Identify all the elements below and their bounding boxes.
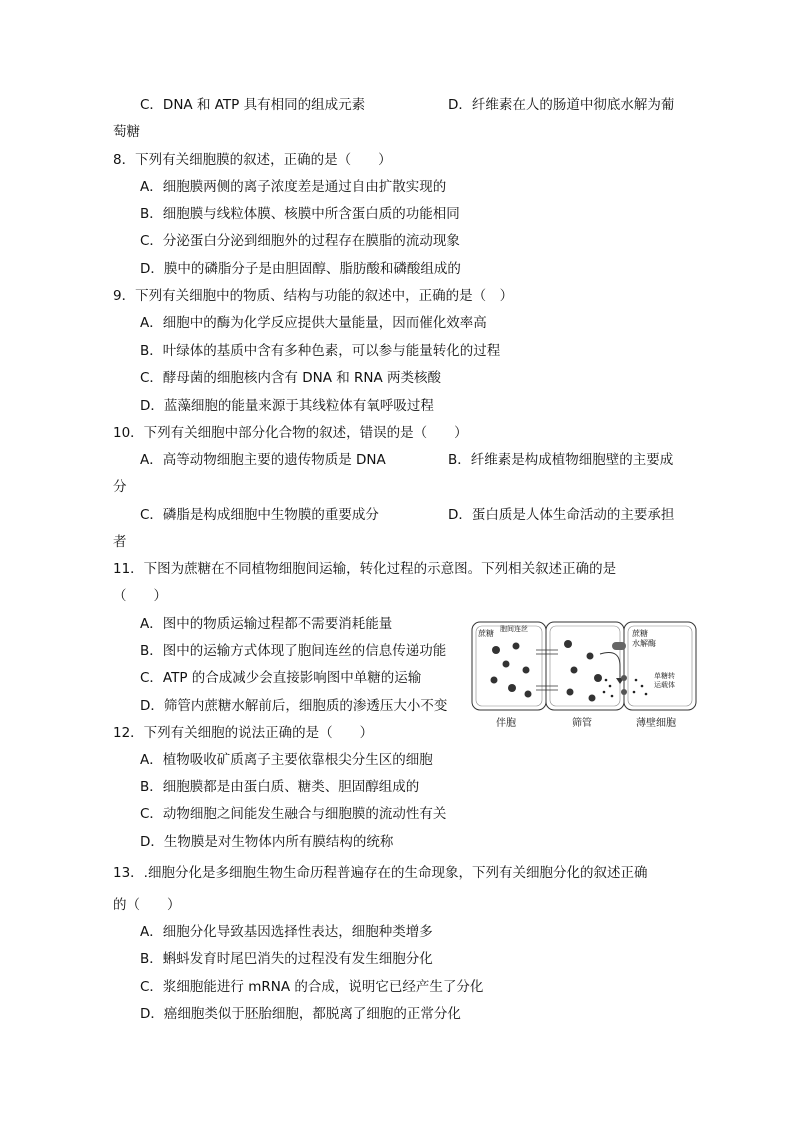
q8-option-d: D．膜中的磷脂分子是由胆固醇、脂肪酸和磷酸组成的	[140, 261, 461, 277]
q11-stem-continued: （ ）	[113, 588, 167, 604]
label-transporter-line2: 运载体	[654, 681, 675, 689]
q13-option-d: D．癌细胞类似于胚胎细胞，都脱离了细胞的正常分化	[140, 1006, 461, 1022]
q7-option-d: D．纤维素在人的肠道中彻底水解为葡	[448, 97, 675, 113]
plasmodesma	[536, 650, 558, 690]
q8-option-b: B．细胞膜与线粒体膜、核膜中所含蛋白质的功能相同	[140, 206, 460, 222]
q12-option-a: A．植物吸收矿质离子主要依靠根尖分生区的细胞	[140, 752, 433, 768]
q10-option-c: C．磷脂是构成细胞中生物膜的重要成分	[140, 507, 379, 523]
q13-option-c: C．浆细胞能进行 mRNA 的合成，说明它已经产生了分化	[140, 979, 484, 995]
q9-option-d: D．蓝藻细胞的能量来源于其线粒体有氧呼吸过程	[140, 398, 434, 414]
q13-option-b: B．蝌蚪发育时尾巴消失的过程没有发生细胞分化	[140, 951, 433, 967]
q13-stem: 13．.细胞分化是多细胞生物生命历程普遍存在的生命现象，下列有关细胞分化的叙述正确	[113, 865, 648, 881]
q13-option-a: A．细胞分化导致基因选择性表达，细胞种类增多	[140, 924, 433, 940]
q10-stem: 10．下列有关细胞中部分化合物的叙述，错误的是（ ）	[113, 425, 468, 441]
label-sucrose: 蔗糖	[478, 629, 494, 638]
label-sucrose-right: 蔗糖	[632, 629, 648, 638]
q8-stem: 8．下列有关细胞膜的叙述，正确的是（ ）	[113, 152, 392, 168]
q11-option-a: A．图中的物质运输过程都不需要消耗能量	[140, 616, 393, 632]
q9-option-c: C．酵母菌的细胞核内含有 DNA 和 RNA 两类核酸	[140, 370, 442, 386]
caption-companion-cell: 伴胞	[496, 718, 516, 729]
q12-option-b: B．细胞膜都是由蛋白质、糖类、胆固醇组成的	[140, 779, 420, 795]
hydrolase-enzyme	[612, 642, 626, 650]
q13-stem-continued: 的（ ）	[113, 897, 181, 913]
q10-option-b: B．纤维素是构成植物细胞壁的主要成	[448, 452, 674, 468]
q7-option-c: C．DNA 和 ATP 具有相同的组成元素	[140, 97, 366, 113]
sucrose-transport-figure	[470, 620, 698, 732]
q9-option-a: A．细胞中的酶为化学反应提供大量能量，因而催化效率高	[140, 315, 487, 331]
q12-option-d: D．生物膜是对生物体内所有膜结构的统称	[140, 834, 394, 850]
q10-option-b-continued: 分	[113, 479, 127, 495]
q10-option-d-continued: 者	[113, 534, 127, 550]
label-transporter-line1: 单糖转	[654, 672, 675, 680]
q9-option-b: B．叶绿体的基质中含有多种色素，可以参与能量转化的过程	[140, 343, 501, 359]
q11-option-c: C．ATP 的合成减少会直接影响图中单糖的运输	[140, 670, 422, 686]
q7-option-d-continued: 萄糖	[113, 124, 140, 140]
q8-option-c: C．分泌蛋白分泌到细胞外的过程存在膜脂的流动现象	[140, 233, 460, 249]
label-plasmodesma: 胞间连丝	[500, 625, 528, 633]
caption-parenchyma: 薄壁细胞	[636, 718, 676, 729]
q8-option-a: A．细胞膜两侧的离子浓度差是通过自由扩散实现的	[140, 179, 447, 195]
q12-stem: 12．下列有关细胞的说法正确的是（ ）	[113, 725, 374, 741]
q10-option-a: A．高等动物细胞主要的遗传物质是 DNA	[140, 452, 386, 468]
q10-option-d: D．蛋白质是人体生命活动的主要承担	[448, 507, 675, 523]
q12-option-c: C．动物细胞之间能发生融合与细胞膜的流动性有关	[140, 806, 447, 822]
q11-stem: 11．下图为蔗糖在不同植物细胞间运输，转化过程的示意图。下列相关叙述正确的是	[113, 561, 617, 577]
q11-option-d: D．筛管内蔗糖水解前后，细胞质的渗透压大小不变	[140, 698, 448, 714]
caption-sieve-tube: 筛管	[572, 718, 592, 729]
q11-option-b: B．图中的运输方式体现了胞间连丝的信息传递功能	[140, 643, 447, 659]
q9-stem: 9．下列有关细胞中的物质、结构与功能的叙述中，正确的是（ ）	[113, 288, 514, 304]
label-hydrolase: 水解酶	[632, 639, 656, 648]
